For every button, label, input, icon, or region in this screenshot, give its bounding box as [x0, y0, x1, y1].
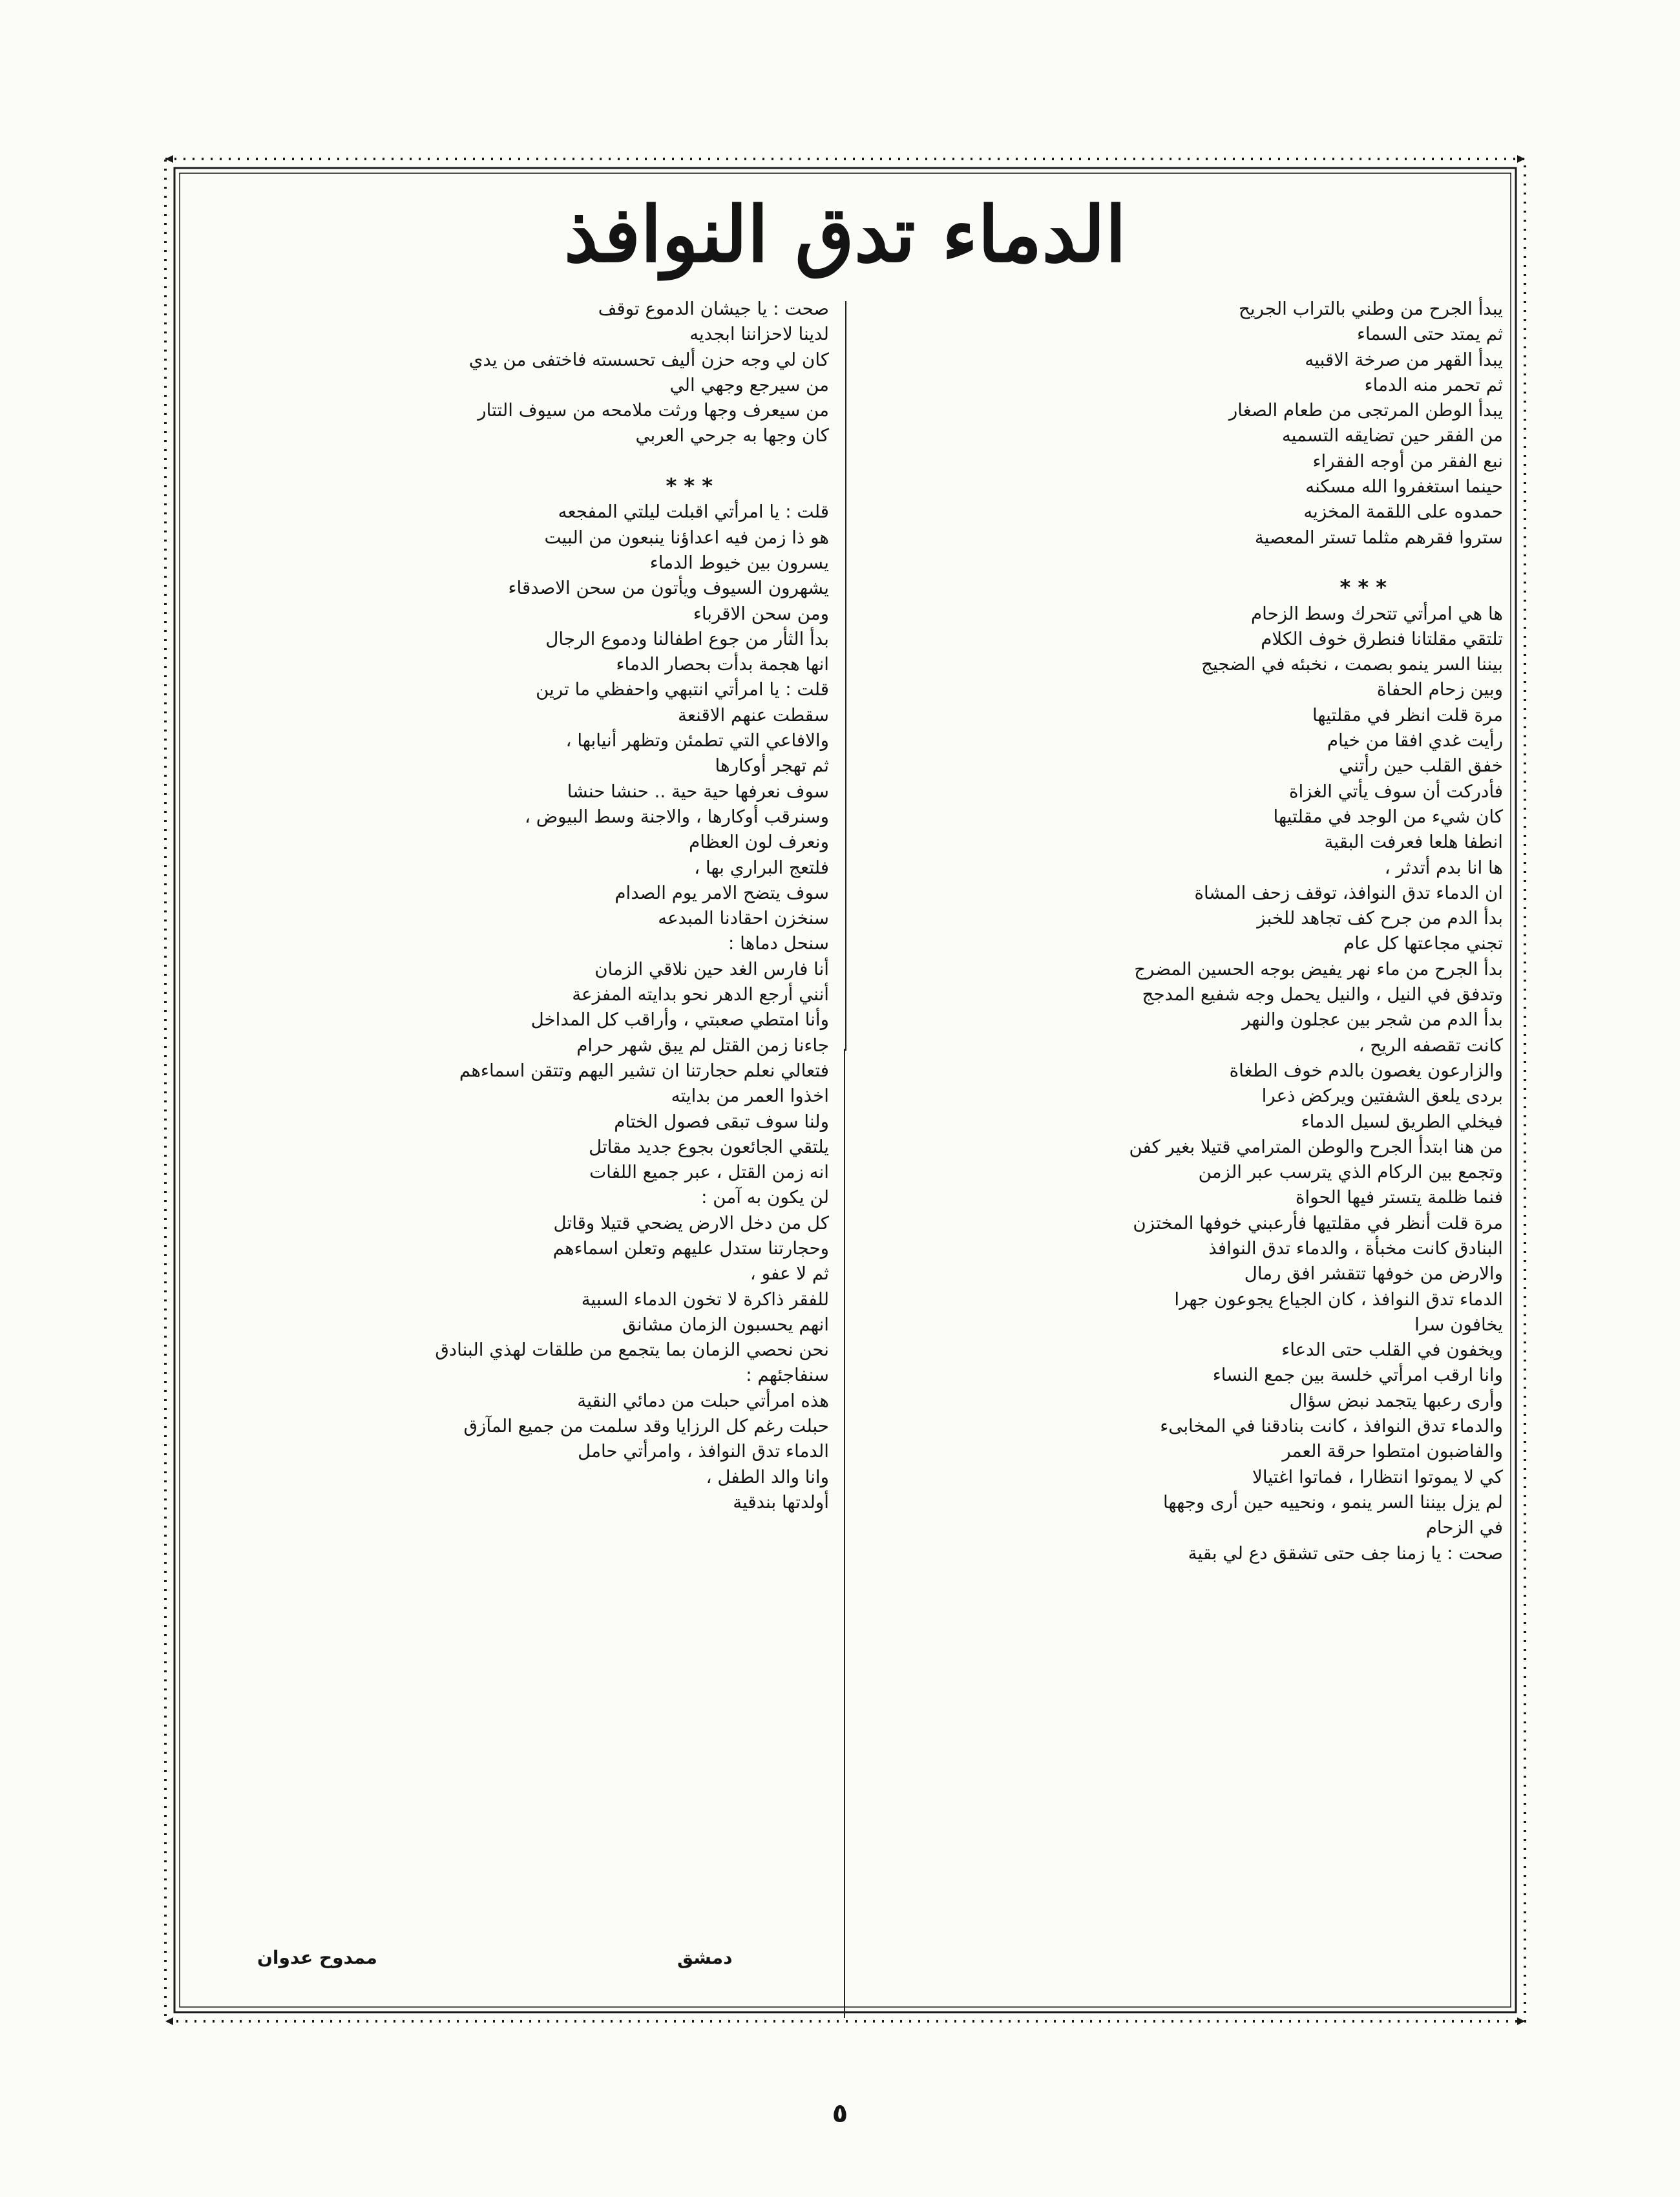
poem-line: انطفا هلعا فعرفت البقية — [1324, 831, 1503, 853]
poem-line: انهم يحسبون الزمان مشانق — [622, 1313, 829, 1335]
poem-line: يبدأ القهر من صرخة الاقبيه — [1305, 348, 1503, 370]
poem-line: من سيعرف وجها ورثت ملامحه من سيوف التتار — [478, 399, 829, 421]
author-name: ممدوح عدوان — [257, 1947, 377, 1968]
poem-line: أنني أرجع الدهر نحو بدايته المفزعة — [572, 983, 829, 1005]
poem-line: بدأ الثأر من جوع اطفالنا ودموع الرجال — [545, 627, 829, 649]
poem-line: سنفاجئهم : — [746, 1364, 829, 1386]
poem-line: بدأ الدم من جرح كف تجاهد للخبز — [1257, 907, 1503, 929]
poem-line: وانا والد الطفل ، — [706, 1466, 829, 1487]
place-name: دمشق — [677, 1947, 733, 1968]
poem-line: مرة قلت انظر في مقلتيها — [1312, 704, 1503, 726]
poem-line: ثم يمتد حتى السماء — [1357, 323, 1503, 345]
poem-line: كل من دخل الارض يضحي قتيلا وقاتل — [553, 1212, 829, 1234]
poem-line: ويخفون في القلب حتى الدعاء — [1281, 1339, 1503, 1361]
poem-line: يلتقي الجائعون بجوع جديد مقاتل — [589, 1135, 829, 1157]
poem-line: يبدأ الوطن المرتجى من طعام الصغار — [1228, 399, 1503, 421]
poem-line: لدينا لاحزاننا ابجديه — [689, 323, 829, 345]
poem-line: للفقر ذاكرة لا تخون الدماء السبية — [581, 1288, 829, 1310]
poem-column-right — [863, 296, 1503, 1566]
poem-line: صحت : يا زمنا جف حتى تشقق دع لي بقية — [1188, 1542, 1503, 1564]
poem-line: وتجمع بين الركام الذي يترسب عبر الزمن — [1198, 1161, 1503, 1183]
poem-line: قلت : يا امرأتي انتبهي واحفظي ما ترين — [536, 678, 829, 700]
poem-line — [186, 448, 829, 474]
poem-line: يسرون بين خيوط الدماء — [649, 551, 829, 573]
page-frame — [160, 154, 1530, 2026]
poem-line: فتعالي نعلم حجارتنا ان تشير اليهم وتتقن اسماءهم — [459, 1059, 829, 1081]
poem-line: من الفقر حين تضايقه التسميه — [1281, 425, 1503, 447]
poem-line: كانت تقصفه الريح ، — [1358, 1034, 1503, 1056]
poem-line: انها هجمة بدأت بحصار الدماء — [616, 653, 829, 675]
poem-line: فنما ظلمة يتستر فيها الحواة — [1296, 1186, 1503, 1208]
poem-line: يخافون سرا — [1414, 1313, 1503, 1335]
poem-line: جاءنا زمن القتل لم يبق شهر حرام — [576, 1034, 829, 1056]
poem-line: صحت : يا جيشان الدموع توقف — [598, 298, 829, 319]
poem-line: كان لي وجه حزن أليف تحسسته فاختفى من يدي — [468, 348, 829, 370]
poem-line: فلتعج البراري بها ، — [694, 856, 829, 878]
page-title: الدماء تدق النوافذ — [563, 189, 1127, 279]
poem-line: نبع الفقر من أوجه الفقراء — [1312, 450, 1503, 472]
poem-line: الدماء تدق النوافذ ، وامرأتي حامل — [578, 1440, 829, 1462]
poem-line: فيخلي الطريق لسيل الدماء — [1301, 1110, 1503, 1132]
poem-line: ان الدماء تدق النوافذ، توقف زحف المشاة — [1194, 881, 1503, 903]
poem-line: وتدفق في النيل ، والنيل يحمل وجه شفيع المدجج — [1142, 983, 1503, 1005]
poem-line: كان وجها به جرحي العربي — [635, 425, 829, 447]
poem-line: أنا فارس الغد حين نلاقي الزمان — [594, 958, 829, 980]
poem-line: في الزحام — [1425, 1517, 1503, 1539]
poem-line: ثم تحمر منه الدماء — [1364, 373, 1503, 395]
poem-line: حينما استغفروا الله مسكنه — [1305, 476, 1503, 498]
poem-line: تجني مجاعتها كل عام — [1343, 932, 1503, 954]
poem-line: هذه امرأتي حبلت من دمائي النقية — [577, 1389, 829, 1411]
poem-line: وأنا امتطي صعبتي ، وأراقب كل المداخل — [530, 1009, 829, 1031]
poem-line: فأدركت أن سوف يأتي الغزاة — [1288, 780, 1503, 802]
poem-line: ثم تهجر أوكارها — [715, 755, 829, 777]
poem-line: بردى يلعق الشفتين ويركض ذعرا — [1261, 1085, 1503, 1107]
poem-line: بدأ الدم من شجر بين عجلون والنهر — [1241, 1009, 1503, 1031]
poem-line: من هنا ابتدأ الجرح والوطن المترامي قتيلا بغير كفن — [1129, 1135, 1503, 1157]
poem-line: سوف نعرفها حية حية .. حنشا حنشا — [567, 780, 829, 802]
poem-line: والارض من خوفها تتقشر افق رمال — [1244, 1263, 1503, 1285]
poem-line: يشهرون السيوف ويأتون من سحن الاصدقاء — [508, 577, 829, 599]
poem-line: والفاضبون امتطوا حرقة العمر — [1282, 1440, 1503, 1462]
poem-line: * * * — [1339, 575, 1387, 600]
poem-line: لم يزل بيننا السر ينمو ، ونحييه حين أرى وجهها — [1162, 1491, 1503, 1513]
poem-line: اخذوا العمر من بدايته — [671, 1085, 829, 1107]
poem-line: سوف يتضح الامر يوم الصدام — [614, 881, 829, 903]
poem-line: * * * — [666, 474, 713, 499]
page-number: ٥ — [832, 2099, 848, 2129]
poem-line: من سيرجع وجهي الي — [669, 373, 829, 395]
poem-line: نحن نحصي الزمان بما يتجمع من طلقات لهذي البنادق — [435, 1339, 829, 1361]
poem-line: رأيت غدي افقا من خيام — [1327, 730, 1503, 752]
poem-line: ستروا فقرهم مثلما تستر المعصية — [1254, 526, 1503, 548]
poem-line: وحجارتنا ستدل عليهم وتعلن اسماءهم — [552, 1237, 829, 1259]
poem-line: هو ذا زمن فيه اعداؤنا ينبعون من البيت — [544, 526, 829, 548]
poem-line: وانا ارقب امرأتي خلسة بين جمع النساء — [1212, 1364, 1503, 1386]
poem-line: وسنرقب أوكارها ، والاجنة وسط البيوض ، — [524, 805, 829, 827]
poem-line: تلتقي مقلتانا فنطرق خوف الكلام — [1261, 627, 1503, 649]
poem-line: لن يكون به آمن : — [701, 1186, 829, 1208]
poem-line: البنادق كانت مخبأة ، والدماء تدق النوافذ — [1208, 1237, 1503, 1259]
poem-line: والدماء تدق النوافذ ، كانت بنادقنا في المخابىء — [1160, 1415, 1503, 1437]
poem-line: كي لا يموتوا انتظارا ، فماتوا اغتيالا — [1252, 1466, 1503, 1487]
poem-line: حمدوه على اللقمة المخزيه — [1303, 501, 1503, 523]
poem-line: وأرى رعبها يتجمد نبض سؤال — [1289, 1389, 1503, 1411]
poem-line: ومن سحن الاقرباء — [693, 602, 829, 624]
poem-line: خفق القلب حين رأتني — [1339, 755, 1503, 777]
poem-line: وبين زحام الحفاة — [1376, 678, 1503, 700]
poem-line: ها هي امرأتي تتحرك وسط الزحام — [1251, 602, 1503, 624]
poem-line: حبلت رغم كل الرزايا وقد سلمت من جميع المآزق — [463, 1415, 829, 1437]
poem-line: كان شيء من الوجد في مقلتيها — [1273, 805, 1503, 827]
poem-line: سنخزن احقادنا المبدعه — [658, 907, 829, 929]
poem-line: والزارعون يغصون بالدم خوف الطغاة — [1229, 1059, 1503, 1081]
poem-column-left — [186, 296, 829, 1515]
poem-line: ثم لا عفو ، — [750, 1263, 829, 1285]
poem-line: أولدتها بندقية — [733, 1491, 829, 1513]
poem-line: بدأ الجرح من ماء نهر يفيض بوجه الحسين المضرج — [1134, 958, 1503, 980]
poem-line: يبدأ الجرح من وطني بالتراب الجريح — [1238, 298, 1503, 319]
column-divider-top — [845, 301, 846, 1051]
poem-line: ونعرف لون العظام — [689, 831, 829, 853]
poem-line: قلت : يا امرأتي اقبلت ليلتي المفجعه — [558, 501, 829, 523]
poem-line: ولنا سوف تبقى فصول الختام — [614, 1110, 829, 1132]
poem-line: بيننا السر ينمو بصمت ، نخبئه في الضجيج — [1201, 653, 1503, 675]
poem-line — [863, 550, 1503, 575]
poem-line: سنحل دماها : — [728, 932, 829, 954]
poem-line: والافاعي التي تطمئن وتظهر أنيابها ، — [565, 730, 829, 752]
poem-line: انه زمن القتل ، عبر جميع اللفات — [589, 1161, 829, 1183]
poem-line: ها انا بدم أتدثر ، — [1384, 856, 1503, 878]
column-divider-bottom — [844, 1049, 845, 2018]
poem-line: مرة قلت أنظر في مقلتيها فأرعبني خوفها المختزن — [1133, 1212, 1503, 1234]
poem-line: سقطت عنهم الاقنعة — [677, 704, 829, 726]
poem-line: الدماء تدق النوافذ ، كان الجياع يجوعون جهرا — [1174, 1288, 1503, 1310]
